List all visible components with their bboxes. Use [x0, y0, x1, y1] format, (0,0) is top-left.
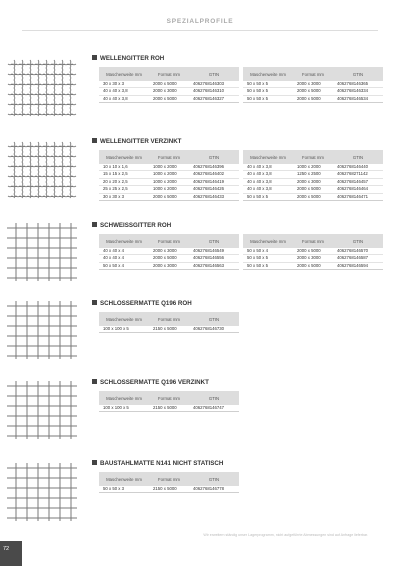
square-bullet-icon [92, 460, 97, 465]
table-cell: 20 x 20 x 2,5 [99, 178, 149, 185]
table-cell: 40 x 40 x 4 [99, 255, 149, 262]
product-table [243, 67, 383, 103]
structural-steel-mat-thumbnail [6, 462, 78, 522]
section-title-text: SCHLOSSERMATTE Q196 ROH [100, 300, 192, 307]
column-header: Format mm [149, 391, 189, 405]
table-cell: 4062768146549 [189, 248, 239, 255]
column-header: GTIN [333, 150, 383, 164]
column-header: Format mm [293, 67, 333, 81]
table-row [243, 262, 383, 269]
table-cell: 4062768146534 [333, 95, 383, 102]
locksmith-mat-raw-thumbnail [6, 300, 78, 360]
table-cell: 2000 x 5000 [293, 95, 333, 102]
table-cell: 15 x 15 x 2,5 [99, 171, 149, 178]
table-cell: 4062768146556 [189, 255, 239, 262]
table-row [243, 186, 383, 193]
table-cell: 50 x 50 x 3 [99, 486, 149, 493]
column-header: Format mm [149, 67, 189, 81]
table-cell: 2150 x 5000 [149, 486, 189, 493]
table-cell: 2150 x 5000 [149, 326, 189, 333]
column-header: GTIN [189, 472, 239, 486]
product-table [99, 150, 239, 201]
product-table [99, 391, 239, 412]
footer-note: Wir erweitern ständig unser Lagerprogramm, nicht aufgeführte Abmessungen sind auf Anfrage lieferbar. [203, 533, 368, 537]
table-cell: 30 x 30 x 3 [99, 193, 149, 200]
column-header: GTIN [189, 391, 239, 405]
table-cell: 2000 x 5000 [149, 81, 189, 88]
table-cell: 4062768146570 [333, 248, 383, 255]
table-row [99, 193, 239, 200]
table-cell: 40 x 40 x 3,8 [99, 95, 149, 102]
column-header: Maschenweite mm [99, 150, 149, 164]
section-title-text: WELLENGITTER VERZINKT [100, 138, 182, 145]
table-cell: 4062768146396 [189, 164, 239, 171]
table-cell: 100 x 100 x 5 [99, 405, 149, 412]
product-table [243, 234, 383, 270]
column-header: GTIN [333, 67, 383, 81]
product-table [99, 234, 239, 270]
column-header: Format mm [149, 312, 189, 326]
wave-mesh-galvanized-thumbnail [6, 140, 78, 200]
column-header: Maschenweite mm [243, 67, 293, 81]
table-row [99, 164, 239, 171]
table-cell: 4062768146433 [189, 193, 239, 200]
table-cell: 40 x 40 x 3,8 [243, 178, 293, 185]
square-bullet-icon [92, 138, 97, 143]
table-cell: 1000 x 2000 [149, 186, 189, 193]
table-row [243, 95, 383, 102]
table-row [99, 95, 239, 102]
table-cell: 4062768146327 [189, 95, 239, 102]
table-cell: 2000 x 5000 [293, 186, 333, 193]
column-header: Maschenweite mm [99, 312, 149, 326]
table-row [99, 178, 239, 185]
page-header [0, 0, 400, 40]
wave-mesh-raw-thumbnail [6, 58, 78, 118]
table-row [99, 81, 239, 88]
header-divider [22, 30, 378, 31]
table-cell: 50 x 50 x 4 [99, 262, 149, 269]
table-cell: 4062768146440 [333, 164, 383, 171]
page-number: 72 [3, 546, 10, 552]
table-row [99, 262, 239, 269]
table-cell: 50 x 50 x 5 [243, 262, 293, 269]
table-cell: 50 x 50 x 5 [243, 81, 293, 88]
table-cell: 1000 x 2000 [149, 178, 189, 185]
page-section-title: SPEZIALPROFILE [166, 18, 234, 25]
table-cell: 50 x 50 x 4 [243, 248, 293, 255]
table-cell: 30 x 30 x 3 [99, 81, 149, 88]
table-cell: 4062768146747 [189, 405, 239, 412]
column-header: Maschenweite mm [243, 150, 293, 164]
product-table [243, 150, 383, 201]
section-title [92, 379, 209, 386]
table-cell: 2000 x 3000 [149, 262, 189, 269]
square-bullet-icon [92, 300, 97, 305]
product-table [99, 472, 239, 493]
table-row [99, 405, 239, 412]
table-cell: 40 x 40 x 3,8 [243, 171, 293, 178]
table-cell: 50 x 50 x 5 [243, 88, 293, 95]
table-row [99, 326, 239, 333]
table-cell: 4062768146778 [189, 486, 239, 493]
square-bullet-icon [92, 55, 97, 60]
table-cell: 4062768146563 [189, 262, 239, 269]
table-cell: 50 x 50 x 5 [243, 95, 293, 102]
locksmith-mat-galvanized-thumbnail [6, 380, 78, 440]
section-title-text: BAUSTAHLMATTE N141 NICHT STATISCH [100, 460, 224, 467]
table-cell: 2150 x 5000 [149, 405, 189, 412]
table-cell: 2000 x 5000 [149, 193, 189, 200]
column-header: Format mm [149, 234, 189, 248]
table-cell: 40 x 40 x 3,8 [99, 88, 149, 95]
table-cell: 2000 x 3000 [293, 81, 333, 88]
table-row [243, 178, 383, 185]
table-cell: 50 x 50 x 5 [243, 255, 293, 262]
table-cell: 1000 x 2000 [149, 164, 189, 171]
table-cell: 4062768146310 [189, 88, 239, 95]
section-title [92, 138, 181, 145]
table-cell: 2000 x 5000 [293, 262, 333, 269]
table-cell: 4062768146426 [189, 186, 239, 193]
table-cell: 10 x 10 x 1,6 [99, 164, 149, 171]
product-table [99, 312, 239, 333]
table-row [99, 88, 239, 95]
column-header: GTIN [189, 67, 239, 81]
table-cell: 4062768146419 [189, 178, 239, 185]
table-row [243, 81, 383, 88]
table-cell: 2000 x 5000 [293, 88, 333, 95]
table-cell: 4062768146594 [333, 262, 383, 269]
square-bullet-icon [92, 222, 97, 227]
product-table [99, 67, 239, 103]
table-cell: 2000 x 5000 [293, 248, 333, 255]
section-title [92, 460, 223, 467]
table-cell: 4062768146402 [189, 171, 239, 178]
table-cell: 1250 x 2500 [293, 171, 333, 178]
table-row [243, 248, 383, 255]
column-header: Format mm [149, 150, 189, 164]
table-cell: 25 x 25 x 2,5 [99, 186, 149, 193]
table-cell: 40 x 40 x 3,8 [243, 186, 293, 193]
table-cell: 50 x 50 x 5 [243, 193, 293, 200]
column-header: GTIN [189, 150, 239, 164]
table-cell: 4062768146587 [333, 255, 383, 262]
table-row [243, 255, 383, 262]
column-header: Format mm [149, 472, 189, 486]
table-row [243, 88, 383, 95]
table-cell: 4062768146464 [333, 186, 383, 193]
table-row [243, 193, 383, 200]
table-row [243, 171, 383, 178]
section-title-text: SCHWEISSGITTER ROH [100, 222, 172, 229]
column-header: Maschenweite mm [99, 472, 149, 486]
table-cell: 4062768146457 [333, 178, 383, 185]
column-header: GTIN [189, 312, 239, 326]
table-cell: 2000 x 5000 [149, 255, 189, 262]
section-title-text: SCHLOSSERMATTE Q196 VERZINKT [100, 379, 209, 386]
table-cell: 4062768146303 [189, 81, 239, 88]
column-header: Maschenweite mm [99, 234, 149, 248]
table-cell: 40 x 40 x 3,8 [243, 164, 293, 171]
table-cell: 2000 x 3000 [149, 88, 189, 95]
table-cell: 2000 x 5000 [293, 193, 333, 200]
table-cell: 40 x 40 x 4 [99, 248, 149, 255]
table-cell: 4062768146471 [333, 193, 383, 200]
column-header: Maschenweite mm [99, 67, 149, 81]
welded-mesh-raw-thumbnail [6, 222, 78, 282]
column-header: Maschenweite mm [99, 391, 149, 405]
table-row [99, 255, 239, 262]
section-title-text: WELLENGITTER ROH [100, 55, 165, 62]
table-cell: 1000 x 2000 [293, 164, 333, 171]
table-cell: 4062768146365 [333, 81, 383, 88]
table-cell: 2000 x 5000 [149, 95, 189, 102]
column-header: GTIN [189, 234, 239, 248]
table-cell: 4062768146334 [333, 88, 383, 95]
table-cell: 2000 x 3000 [149, 248, 189, 255]
column-header: Format mm [293, 234, 333, 248]
column-header: Maschenweite mm [243, 234, 293, 248]
square-bullet-icon [92, 379, 97, 384]
table-cell: 2000 x 3000 [293, 178, 333, 185]
table-row [99, 248, 239, 255]
page-number-tab [0, 541, 22, 566]
section-title [92, 222, 171, 229]
table-row [99, 171, 239, 178]
table-cell: 2000 x 3000 [293, 255, 333, 262]
table-row [99, 186, 239, 193]
table-cell: 100 x 100 x 5 [99, 326, 149, 333]
section-title [92, 300, 192, 307]
column-header: GTIN [333, 234, 383, 248]
table-row [99, 486, 239, 493]
table-cell: 4062768146730 [189, 326, 239, 333]
table-cell: 1000 x 2000 [149, 171, 189, 178]
column-header: Format mm [293, 150, 333, 164]
table-row [243, 164, 383, 171]
section-title [92, 55, 164, 62]
table-cell: 4062768271142 [333, 171, 383, 178]
